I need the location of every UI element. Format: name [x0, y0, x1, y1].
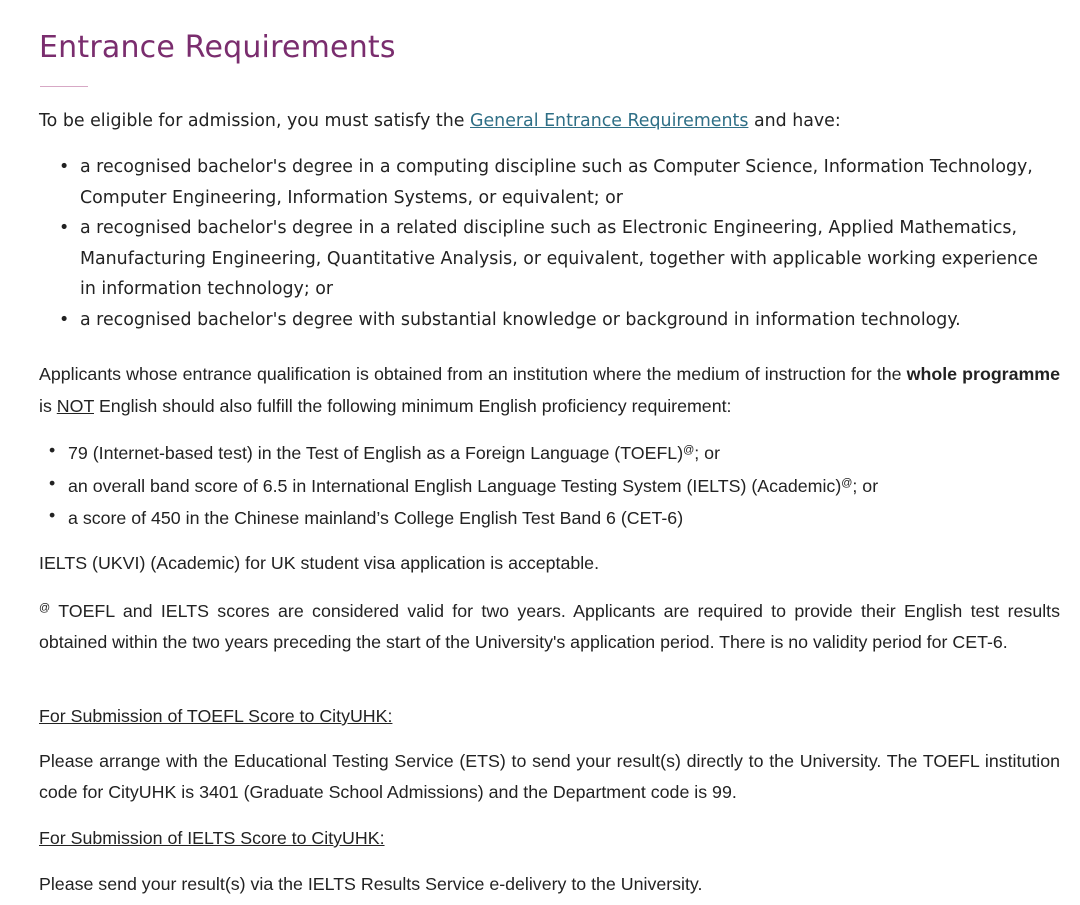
lang-text-1: Applicants whose entrance qualification is obtained from an institution where the medium of instruction for the [39, 364, 907, 384]
page-title: Entrance Requirements [39, 30, 396, 65]
list-item [49, 436, 1049, 469]
english-requirement-paragraph [39, 359, 1060, 422]
lang-text-3: English should also fulfill the following minimum English proficiency requirement: [94, 395, 732, 416]
list-item [49, 469, 1049, 502]
intro-paragraph [39, 109, 841, 133]
at-footnote-mark: @ [683, 444, 695, 456]
lang-text-2: is [39, 395, 57, 416]
toefl-submission-text: Please arrange with the Educational Testing Service (ETS) to send your result(s) directly to the University. The TOEFL institution code for CityUHK is 3401 (Graduate School Admissions) and the Department code is 99. [39, 751, 1060, 802]
ielts-submission-text: Please send your result(s) via the IELTS Results Service e-delivery to the University. [39, 874, 703, 894]
item-tail: ; or [694, 443, 720, 463]
list-item [49, 501, 1049, 534]
list-item: • a recognised bachelor's degree with substantial knowledge or background in information technology. [59, 305, 1059, 336]
item-tail: ; or [852, 475, 879, 496]
toefl-submission-heading: For Submission of TOEFL Score to CityUHK: [39, 706, 393, 726]
list-item: • a recognised bachelor's degree in a computing discipline such as Computer Science, Information Technology, Computer Engineering, Information Systems, or equivalent; or [59, 152, 1059, 213]
validity-text: TOEFL and IELTS scores are considered valid for two years. Applicants are required to provide their English test results obtained within the two years preceding the start of the University's application period. There is no validity period for CET-6. [39, 601, 1060, 652]
title-divider [40, 86, 88, 87]
list-item: • a recognised bachelor's degree in a related discipline such as Electronic Engineering, Applied Mathematics, Manufacturing Engineering, Quantitative Analysis, or equivalent, together with applicable working experience in information technology; or [59, 213, 1059, 305]
item-text: an overall band score of 6.5 in International English Language Testing System (IELTS) (Academic) [68, 475, 842, 496]
item-text: 79 (Internet-based test) in the Test of English as a Foreign Language (TOEFL) [68, 443, 684, 463]
item-text: a score of 450 in the Chinese mainland’s College English Test Band 6 (CET-6) [68, 508, 684, 528]
intro-text-before: To be eligible for admission, you must satisfy the [39, 111, 470, 131]
english-proficiency-list [49, 436, 1049, 534]
ielts-submission-heading: For Submission of IELTS Score to CityUHK: [39, 828, 385, 848]
not-emphasis: NOT [56, 395, 94, 416]
score-validity-paragraph [39, 593, 1060, 658]
at-footnote-mark: @ [39, 602, 51, 614]
degree-requirements-list [59, 152, 1059, 336]
general-entrance-requirements-link[interactable]: General Entrance Requirements [470, 111, 749, 131]
whole-programme-emphasis: whole programme [906, 364, 1060, 384]
intro-text-after: and have: [748, 111, 841, 131]
at-footnote-mark: @ [841, 476, 853, 489]
ielts-ukvi-note: IELTS (UKVI) (Academic) for UK student visa application is acceptable. [39, 553, 600, 573]
